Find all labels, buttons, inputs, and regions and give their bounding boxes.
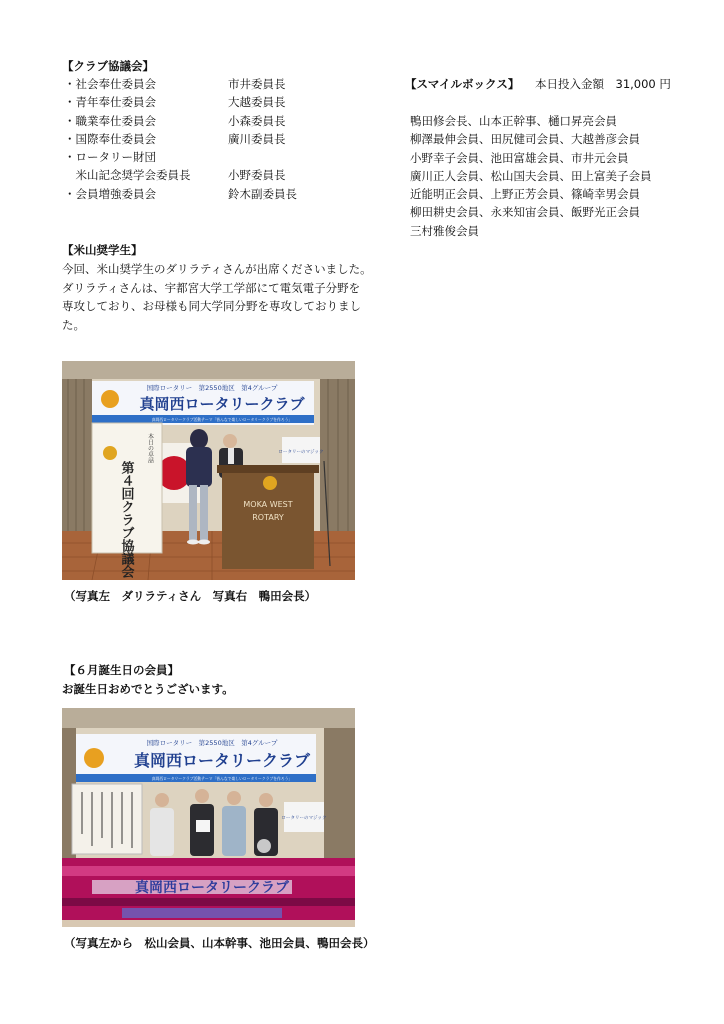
committee-chair: 廣川委員長 bbox=[228, 131, 286, 146]
smile-box-total: 本日投入金額 31,000 円 bbox=[535, 77, 671, 91]
smile-box-member-line: 廣川正人会員、松山国夫会員、田上富美子会員 bbox=[410, 168, 652, 183]
stand-text: 第４回クラブ協議会 bbox=[118, 461, 134, 578]
birthday-message: お誕生日おめでとうございます。 bbox=[62, 682, 234, 696]
birthday-heading: 【６月誕生日の会員】 bbox=[64, 663, 179, 677]
banner2-main-text: 真岡西ロータリークラブ bbox=[133, 751, 311, 770]
committee-name: ・国際奉仕委員会 bbox=[64, 131, 156, 146]
yoneyama-heading: 【米山奨学生】 bbox=[62, 243, 143, 257]
committee-chair: 小野委員長 bbox=[228, 168, 286, 183]
yoneyama-line: 今回、米山奨学生のダリラティさんが出席くださいました。 bbox=[62, 262, 372, 276]
committee-name: ・青年奉仕委員会 bbox=[64, 95, 156, 110]
podium-photo bbox=[62, 361, 355, 580]
committee-name: ・社会奉仕委員会 bbox=[64, 77, 156, 91]
committee-name: ・職業奉仕委員会 bbox=[64, 113, 156, 128]
smile-box-member-line: 柳澤最伸会員、田尻健司会員、大越善彦会員 bbox=[410, 132, 640, 147]
svg-text:真岡西ロータリークラブ: 真岡西ロータリークラブ bbox=[135, 880, 289, 896]
committee-name: 米山記念奨学会委員長 bbox=[64, 168, 191, 183]
banner2-top-text: 国際ロータリー 第2550地区 第4グループ bbox=[146, 739, 278, 747]
banner2-sub-text: 真岡西ロータリークラブ活動テーマ「皆んなで楽しいロータリークラブを作ろう」 bbox=[151, 776, 293, 781]
smile-box-member-list bbox=[410, 113, 652, 241]
banner-top-text: 国際ロータリー 第2550地区 第4グループ bbox=[146, 384, 278, 392]
committee-chair: 市井委員長 bbox=[228, 77, 286, 91]
club-council-heading: 【クラブ協議会】 bbox=[62, 59, 154, 73]
side-sign2-text: ロータリーのマジック bbox=[281, 816, 327, 821]
side-sign-text: ロータリーのマジック bbox=[278, 450, 324, 455]
yoneyama-line: た。 bbox=[62, 317, 85, 332]
yoneyama-paragraph bbox=[62, 260, 372, 334]
smile-box-member-line: 柳田耕史会員、永来知宙会員、飯野光正会員 bbox=[410, 205, 640, 220]
podium-text-1: MOKA WEST bbox=[243, 500, 293, 509]
smile-box-member-line: 近能明正会員、上野正芳会員、篠崎幸男会員 bbox=[410, 187, 640, 202]
banner-main-text: 真岡西ロータリークラブ bbox=[139, 395, 305, 413]
committee-chair: 小森委員長 bbox=[228, 113, 286, 128]
stand-small-text: 本日の卓話 bbox=[146, 433, 154, 463]
committee-name: ・会員増強委員会 bbox=[64, 186, 156, 201]
committee-chair: 鈴木副委員長 bbox=[228, 186, 297, 201]
committee-name: ・ロータリー財団 bbox=[64, 150, 156, 165]
banner-sub-text: 真岡西ロータリークラブ活動テーマ「皆んなで楽しいロータリークラブを作ろう」 bbox=[151, 417, 293, 422]
yoneyama-line: ダリラティさんは、宇都宮大学工学部にて電気電子分野を bbox=[62, 280, 361, 295]
birthday-photo bbox=[62, 708, 355, 927]
smile-box-member-line: 鴨田修会長、山本正幹事、樋口昇亮会員 bbox=[410, 114, 617, 128]
smile-box-heading: 【スマイルボックス】 bbox=[405, 77, 520, 91]
committee-chair: 大越委員長 bbox=[228, 95, 286, 110]
smile-box-member-line: 小野幸子会員、池田富雄会員、市井元会員 bbox=[410, 150, 629, 165]
photo1-caption: （写真左 ダリラティさん 写真右 鴨田会長） bbox=[64, 589, 317, 603]
photo2-caption: （写真左から 松山会員、山本幹事、池田会員、鴨田会長） bbox=[64, 936, 375, 950]
podium-text-2: ROTARY bbox=[252, 513, 284, 522]
yoneyama-line: 専攻しており、お母様も同大学同分野を専攻しておりまし bbox=[62, 299, 361, 313]
smile-box-member-line: 三村雅俊会員 bbox=[410, 223, 479, 238]
